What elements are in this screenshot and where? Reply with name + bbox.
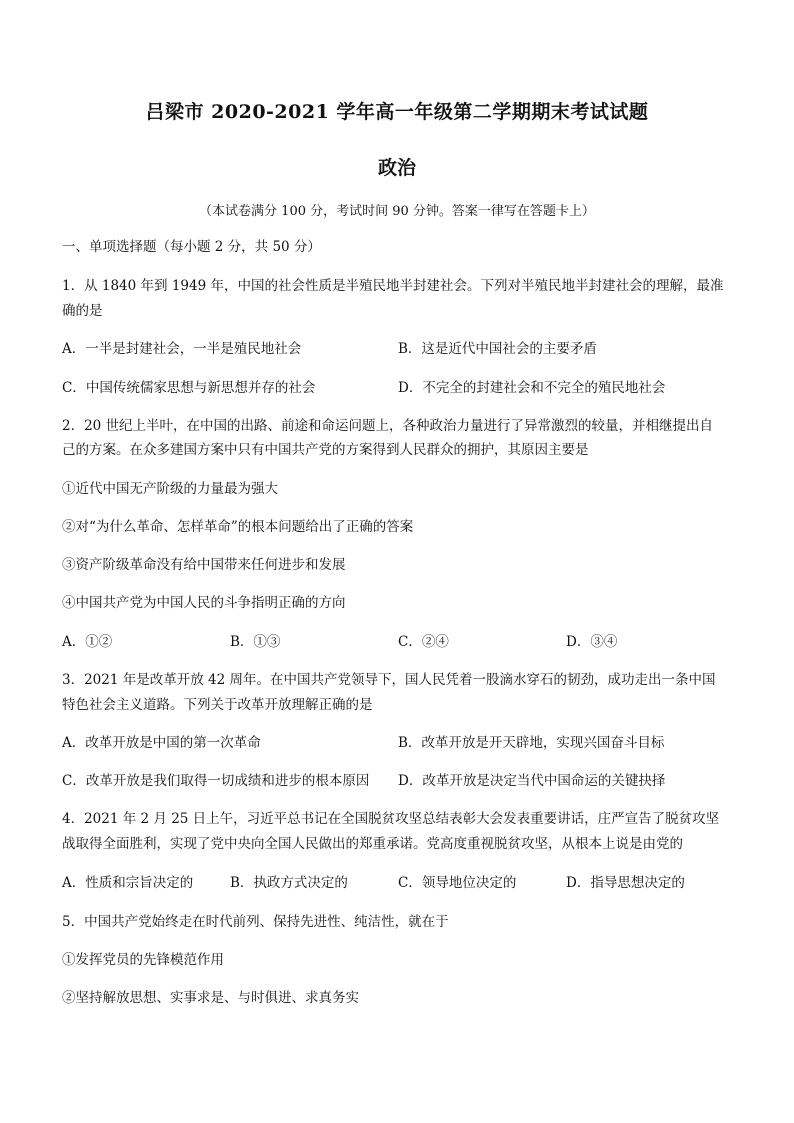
question-4-option-b: B．执政方式决定的	[230, 875, 348, 891]
question-4-stem-line1: 4．2021 年 2 月 25 日上午，习近平总书记在全国脱贫攻坚总结表彰大会发表重要讲话，庄严宣告了脱贫攻坚	[62, 811, 720, 827]
question-2-statement-1: ①近代中国无产阶级的力量最为强大	[62, 481, 278, 497]
question-1-option-b: B．这是近代中国社会的主要矛盾	[398, 341, 597, 357]
question-3-option-d: D．改革开放是决定当代中国命运的关键抉择	[398, 773, 666, 789]
question-2-option-d: D．③④	[566, 634, 618, 650]
question-4-stem-line2: 战取得全面胜利，实现了党中央向全国人民做出的郑重承诺。党高度重视脱贫攻坚，从根本上说是由党的	[62, 836, 683, 852]
question-4-option-c: C．领导地位决定的	[398, 875, 517, 891]
subject-title: 政治	[377, 157, 416, 179]
question-1-option-a: A．一半是封建社会，一半是殖民地社会	[62, 341, 302, 357]
question-4-option-a: A．性质和宗旨决定的	[62, 875, 194, 891]
question-2-option-a: A．①②	[62, 634, 113, 650]
question-1-stem-line2: 确的是	[62, 303, 103, 319]
question-3-option-a: A．改革开放是中国的第一次革命	[62, 735, 261, 751]
question-3-option-b: B．改革开放是开天辟地，实现兴国奋斗目标	[398, 735, 665, 751]
question-5-statement-2: ②坚持解放思想、实事求是、与时俱进、求真务实	[62, 990, 359, 1006]
question-1-option-c: C．中国传统儒家思想与新思想并存的社会	[62, 380, 316, 396]
page-title: 吕梁市 2020-2021 学年高一年级第二学期期末考试试题	[145, 101, 649, 123]
section-heading: 一、单项选择题（每小题 2 分，共 50 分）	[62, 239, 321, 255]
question-5-statement-1: ①发挥党员的先锋模范作用	[62, 952, 224, 968]
question-2-stem-line1: 2．20 世纪上半叶，在中国的出路、前途和命运问题上，各种政治力量进行了异常激烈的较量，并相继提出自	[62, 418, 714, 434]
question-4-option-d: D．指导思想决定的	[566, 875, 685, 891]
question-5-stem: 5．中国共产党始终走在时代前列、保持先进性、纯洁性，就在于	[62, 914, 449, 930]
question-3-stem-line2: 特色社会主义道路。下列关于改革开放理解正确的是	[62, 697, 373, 713]
question-3-stem-line1: 3．2021 年是改革开放 42 周年。在中国共产党领导下，国人民凭着一股滴水穿石的韧劲，成功走出一条中国	[62, 672, 716, 688]
question-2-statement-4: ④中国共产党为中国人民的斗争指明正确的方向	[62, 595, 346, 611]
exam-note: （本试卷满分 100 分，考试时间 90 分钟。答案一律写在答题卡上）	[199, 204, 595, 219]
question-2-stem-line2: 己的方案。在众多建国方案中只有中国共产党的方案得到人民群众的拥护，其原因主要是	[62, 442, 589, 458]
question-1-stem-line1: 1．从 1840 年到 1949 年，中国的社会性质是半殖民地半封建社会。下列对半殖民地半封建社会的理解，最准	[62, 278, 724, 294]
question-2-statement-2: ②对“为什么革命、怎样革命”的根本问题给出了正确的答案	[62, 519, 414, 535]
question-2-option-c: C．②④	[398, 634, 449, 650]
question-2-statement-3: ③资产阶级革命没有给中国带来任何进步和发展	[62, 557, 346, 573]
question-2-option-b: B．①③	[230, 634, 281, 650]
question-1-option-d: D．不完全的封建社会和不完全的殖民地社会	[398, 380, 666, 396]
question-3-option-c: C．改革开放是我们取得一切成绩和进步的根本原因	[62, 773, 370, 789]
